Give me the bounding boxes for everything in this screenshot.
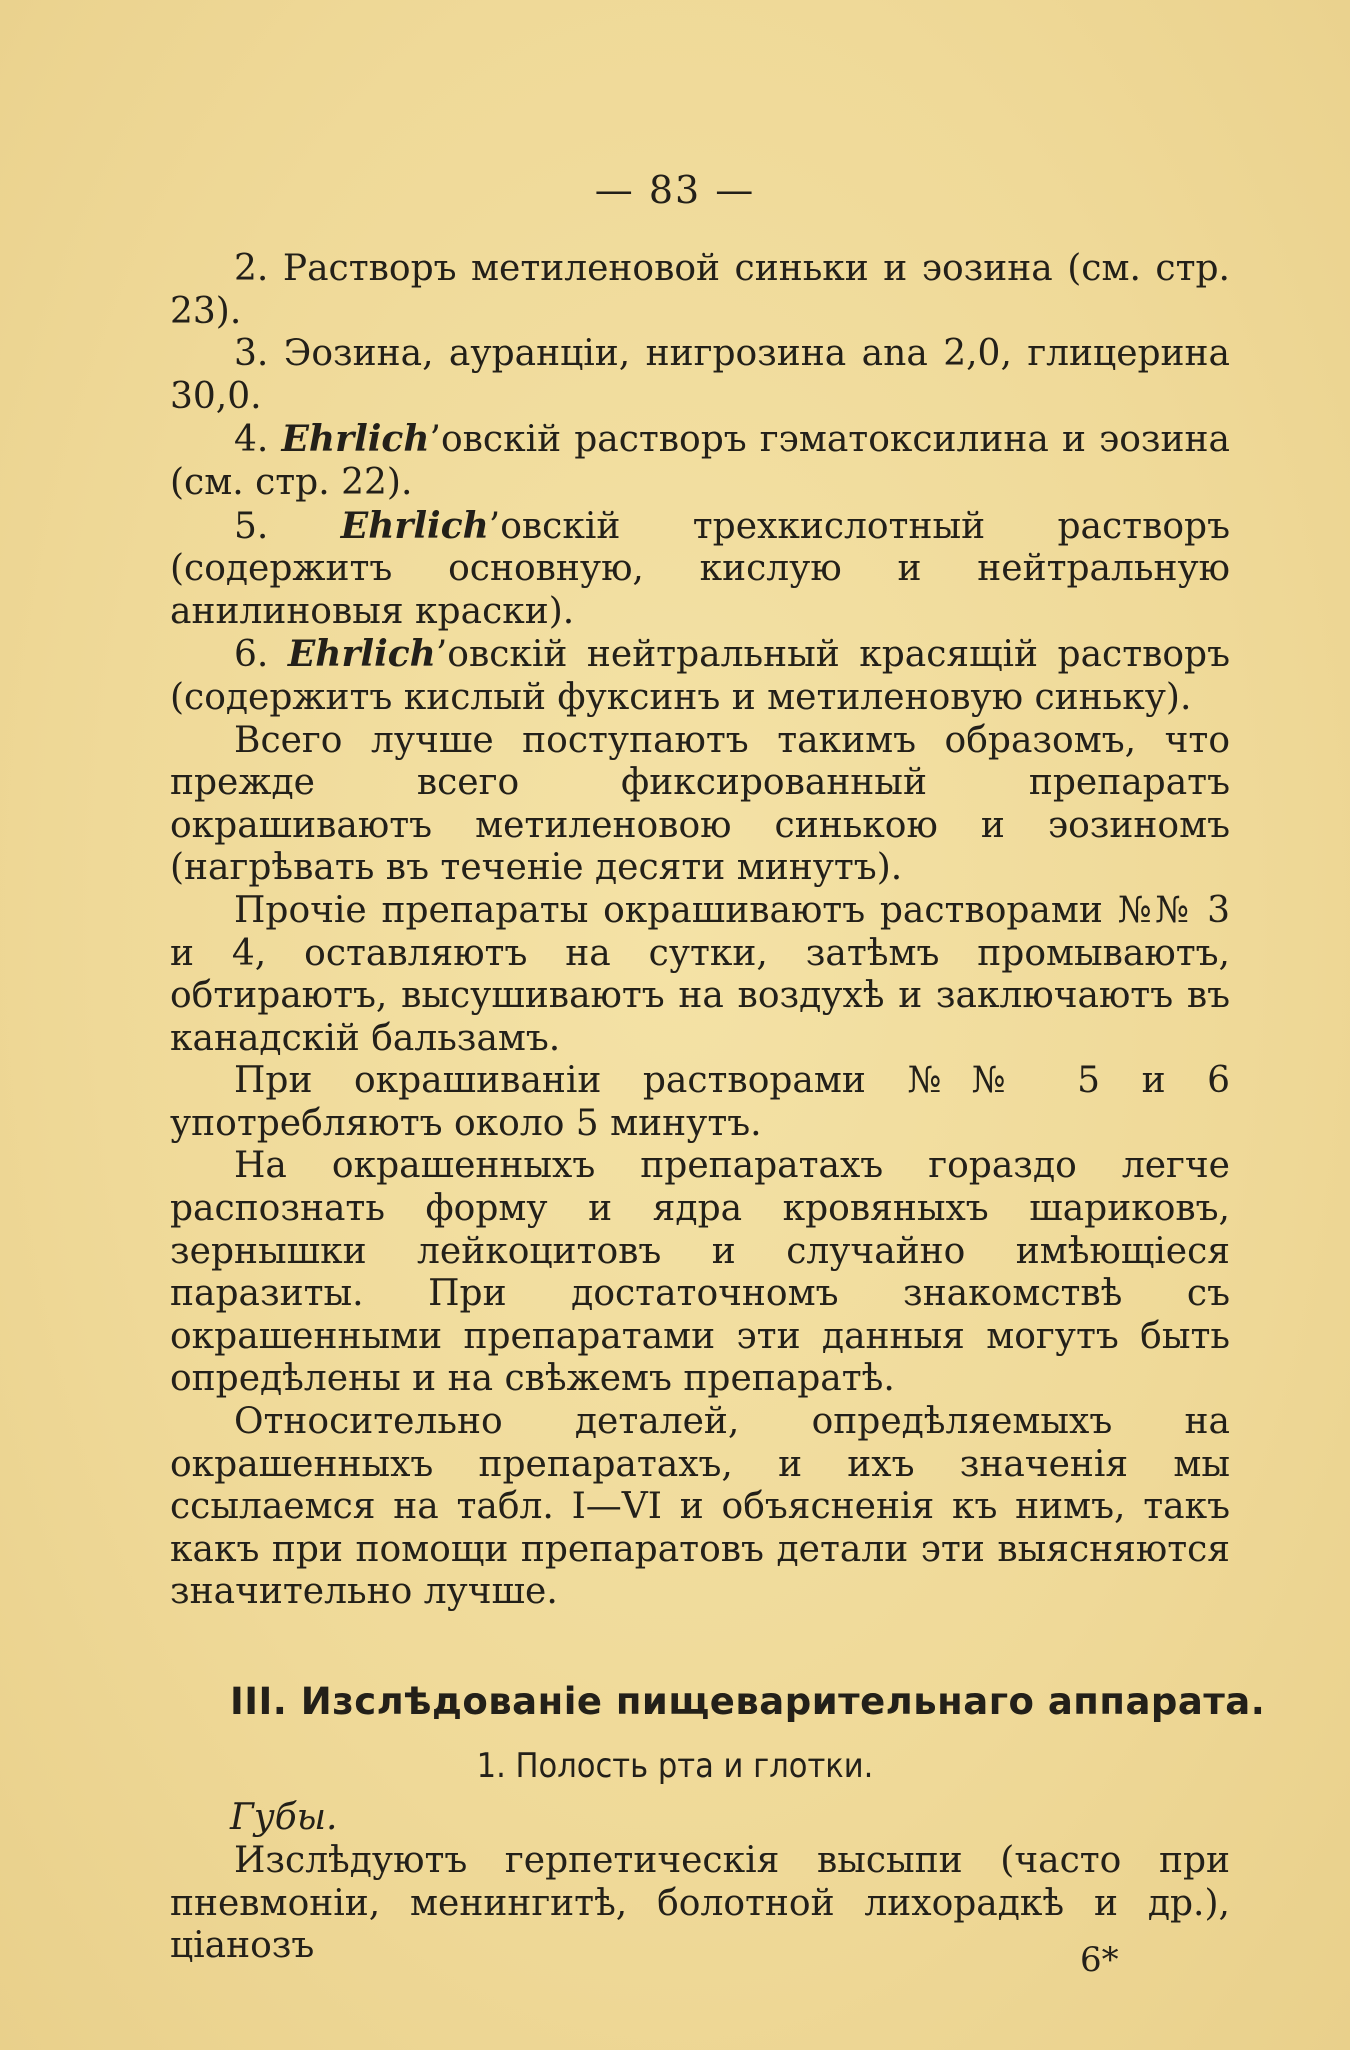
paragraph-solution-6: 6. Ehrlich’овскій нейтральный красящій растворъ (содержитъ кислый фуксинъ и метиленовую синьку). xyxy=(170,633,1230,718)
signature-mark: 6* xyxy=(1080,1940,1119,1980)
subsection-heading: 1. Полость рта и глотки. xyxy=(476,1746,874,1786)
paragraph-solution-5: 5. Ehrlich’овскій трехкислотный растворъ (содержитъ основную, кислую и нейтральную анилиновыя краски). xyxy=(170,504,1230,632)
page-number: — 83 — xyxy=(594,168,756,212)
subhead-lips: Губы. xyxy=(230,1797,338,1838)
paragraph-tables-reference: Относительно деталей, опредѣляемыхъ на окрашенныхъ препаратахъ, и ихъ значенія мы ссылаемся на табл. I—VI и объясненія къ нимъ, такъ какъ при помощи препаратовъ детали эти выясняются значительно лучше. xyxy=(170,1401,1230,1613)
section-heading: III. Изслѣдованіе пищеварительнаго аппарата. xyxy=(230,1680,1266,1723)
paragraph-method: Всего лучше поступаютъ такимъ образомъ, что прежде всего фиксированный препаратъ окрашиваютъ метиленовою синькою и эозиномъ (нагрѣвать въ теченіе десяти минутъ). xyxy=(170,719,1230,889)
paragraph-solution-2: 2. Растворъ метиленовой синьки и эозина (см. стр. 23). xyxy=(170,248,1230,332)
paragraph-solution-4: 4. Ehrlich’овскій растворъ гэматоксилина и эозина (см. стр. 22). xyxy=(170,418,1231,503)
body-text xyxy=(170,248,1230,1614)
paragraph-herpetic: Изслѣдуютъ герпетическія высыпи (часто при пневмоніи, менингитѣ, болотной лихорадкѣ и др.), ціанозъ xyxy=(170,1840,1230,1967)
paragraph-solution-3: 3. Эозина, ауранціи, нигрозина ana 2,0, глицерина 30,0. xyxy=(170,333,1230,417)
paragraph-other-preparations: Прочіе препараты окрашиваютъ растворами №№ 3 и 4, оставляютъ на сутки, затѣмъ промываютъ, обтираютъ, высушиваютъ на воздухѣ и заключаютъ въ канадскій бальзамъ. xyxy=(170,889,1230,1059)
paragraph-staining-time: При окрашиваніи растворами №№ 5 и 6 употребляютъ около 5 минутъ. xyxy=(170,1060,1230,1144)
body-text-continued xyxy=(170,1840,1230,1968)
paragraph-stained-preparations: На окрашенныхъ препаратахъ гораздо легче распознать форму и ядра кровяныхъ шариковъ, зернышки лейкоцитовъ и случайно имѣющіеся паразиты. При достаточномъ знакомствѣ съ окрашенными препаратами эти данныя могутъ быть опредѣлены и на свѣжемъ препаратѣ. xyxy=(170,1145,1230,1400)
